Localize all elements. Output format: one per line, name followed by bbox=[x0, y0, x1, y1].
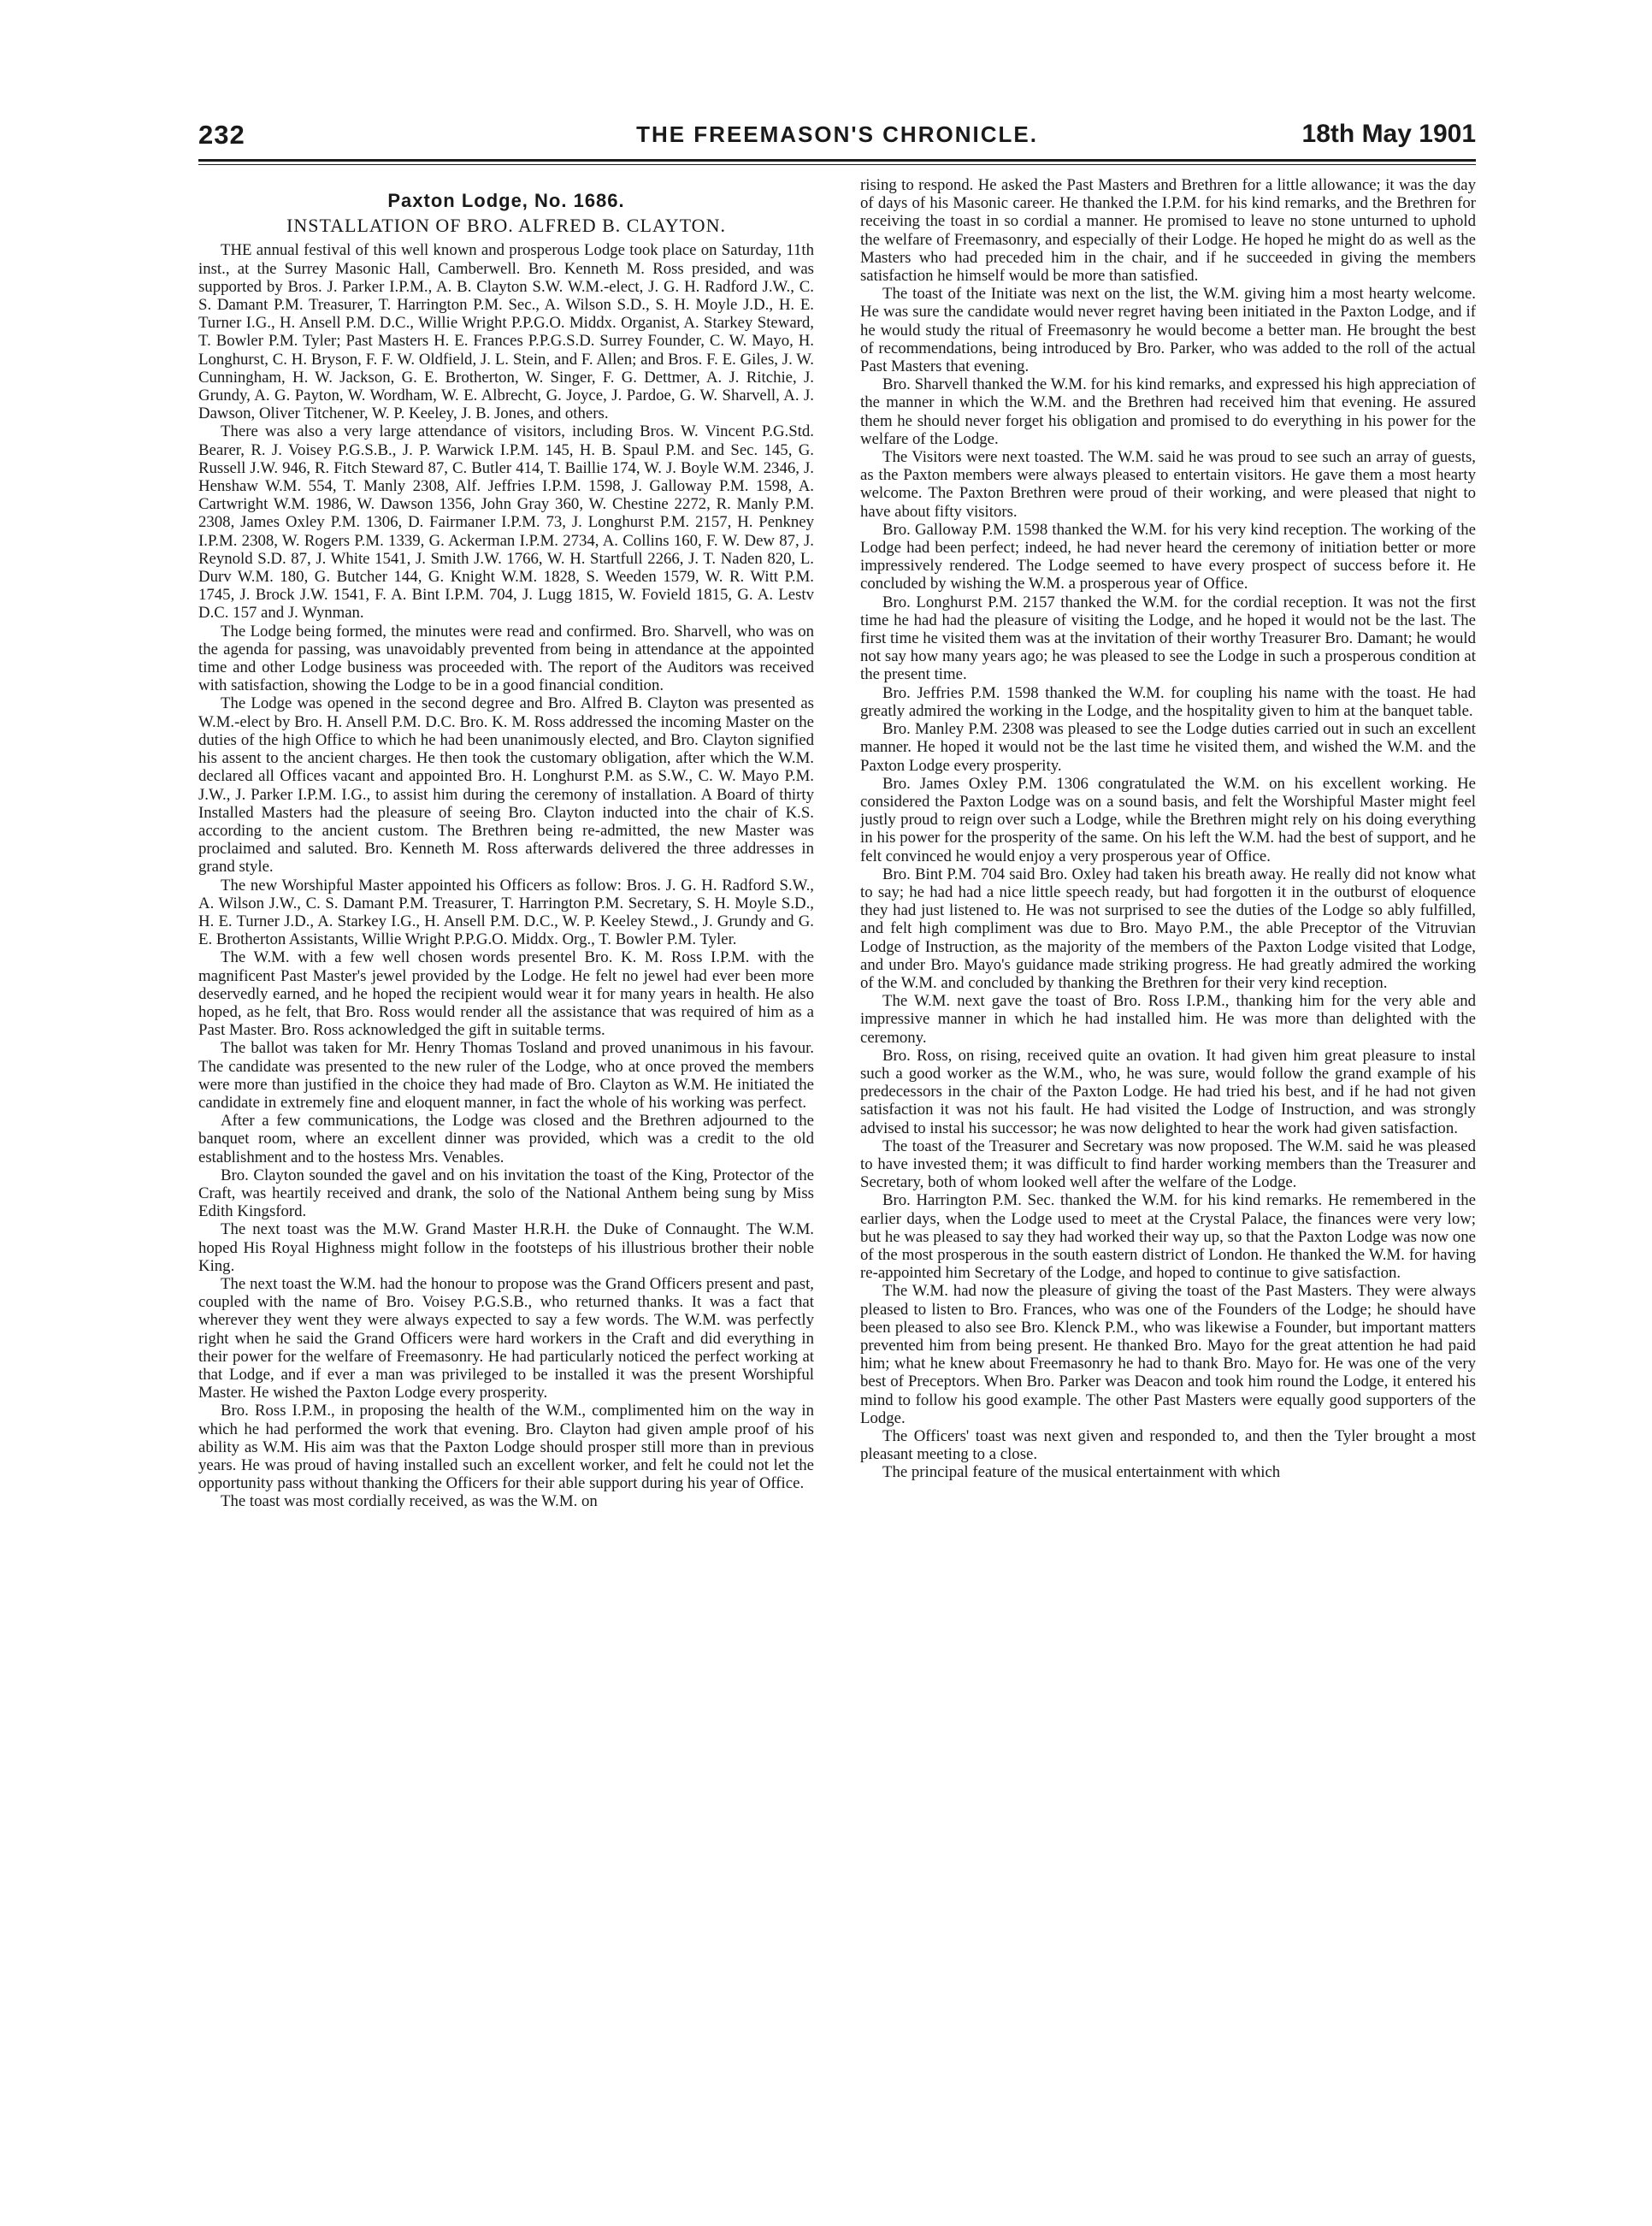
article-paragraph: The Lodge being formed, the minutes were read and confirmed. Bro. Sharvell, who was on the agenda for passing, was unavoidably prevented from being in attendance at the appointed time and other Lodge business was proceeded with. The report of the Auditors was received with satisfaction, showing the Lodge to be in a good financial condition. bbox=[198, 622, 814, 695]
article-paragraph: rising to respond. He asked the Past Masters and Brethren for a little allowance; it was the day of days of his Masonic career. He thanked the I.P.M. for his kind remarks, and the Brethren for receiving the toast in so cordial a manner. He promised to leave no stone unturned to uphold the welfare of Freemasonry, and especially of their Lodge. He hoped he might do as well as the Masters who had preceded him in the chair, and if he succeeded in giving the members satisfaction he himself would be more than satisfied. bbox=[860, 176, 1476, 286]
article-paragraph: The W.M. with a few well chosen words presentel Bro. K. M. Ross I.P.M. with the magnificent Past Master's jewel provided by the Lodge. He felt no jewel had ever been more deservedly earned, and he hoped the recipient would wear it for many years in health. He also hoped, as he felt, that Bro. Ross would render all the assistance that was required of him as a Past Master. Bro. Ross acknowledged the gift in suitable terms. bbox=[198, 948, 814, 1040]
article-title: Paxton Lodge, No. 1686. bbox=[387, 190, 625, 211]
right-column bbox=[860, 176, 1476, 2177]
article-paragraph: Bro. Ross I.P.M., in proposing the health of the W.M., complimented him on the way in which he had performed the work that evening. Bro. Clayton had given ample proof of his ability as W.M. His aim was that the Paxton Lodge should prosper still more than in previous years. He was proud of having installed such an excellent worker, and felt he could not let the opportunity pass without thanking the Officers for their able support during his year of Office. bbox=[198, 1402, 814, 1493]
article-paragraph: After a few communications, the Lodge was closed and the Brethren adjourned to the banquet room, where an excellent dinner was provided, which was a credit to the old establishment and to the hostess Mrs. Venables. bbox=[198, 1112, 814, 1166]
article-subtitle: INSTALLATION OF BRO. ALFRED B. CLAYTON. bbox=[286, 215, 726, 237]
lead-paragraph bbox=[198, 241, 814, 422]
article-paragraph: The Visitors were next toasted. The W.M. said he was proud to see such an array of guests, as the Paxton members were always pleased to entertain visitors. He gave them a most hearty welcome. The Paxton Brethren were proud of their working, and were pleased that night to have about fifty visitors. bbox=[860, 448, 1476, 521]
article-paragraph: Bro. Galloway P.M. 1598 thanked the W.M. for his very kind reception. The working of the Lodge had been perfect; indeed, he had never heard the ceremony of initiation better or more impressively rendered. The Lodge seemed to have every prospect of success before it. He concluded by wishing the W.M. a prosperous year of Office. bbox=[860, 520, 1476, 593]
article-paragraph: There was also a very large attendance of visitors, including Bros. W. Vincent P.G.Std. Bearer, R. J. Voisey P.G.S.B., J. P. Warwick I.P.M. 145, H. B. Spaul P.M. and Sec. 145, G. Russell J.W. 946, R. Fitch Steward 87, C. Butler 414, T. Baillie 174, W. J. Boyle W.M. 2346, J. Henshaw W.M. 554, T. Manly 2308, Alf. Jeffries I.P.M. 1598, J. Galloway P.M. 1598, A. Cartwright W.M. 1986, W. Dawson 1356, John Gray 360, W. Chestine 2272, R. Manly P.M. 2308, James Oxley P.M. 1306, D. Fairmaner I.P.M. 73, J. Longhurst P.M. 2157, H. Penkney I.P.M. 2308, W. Rogers P.M. 1339, G. Ackerman I.P.M. 2734, A. Collins 160, F. W. Dew 87, J. Reynold S.D. 87, J. White 1541, J. Smith J.W. 1766, W. H. Startfull 2266, J. T. Naden 820, L. Durv W.M. 180, G. Butcher 144, G. Knight W.M. 1828, S. Weeden 1579, W. R. Witt P.M. 1745, J. Brock J.W. 1541, F. A. Bint I.P.M. 704, J. Lugg 1815, W. Fovield 1815, G. A. Lestv D.C. 157 and J. Wynman. bbox=[198, 422, 814, 623]
article-paragraph: The new Worshipful Master appointed his Officers as follow: Bros. J. G. H. Radford S.W., A. Wilson J.W., C. S. Damant P.M. Treasurer, T. Harrington P.M. Secretary, S. H. Moyle S.D., H. E. Turner J.D., A. Starkey I.G., H. Ansell P.M. D.C., W. P. Keeley Stewd., J. Grundy and G. E. Brotherton Assistants, Willie Wright P.P.G.O. Middx. Org., T. Bowler P.M. Tyler. bbox=[198, 876, 814, 949]
article-paragraph: The next toast the W.M. had the honour to propose was the Grand Officers present and past, coupled with the name of Bro. Voisey P.G.S.B., who returned thanks. It was a fact that wherever they went they were always expected to say a few words. The W.M. was perfectly right when he said the Grand Officers were hard workers in the Craft and did everything in their power for the welfare of Freemasonry. He had particularly noticed the perfect working at that Lodge, and if ever a man was privileged to be installed it was the present Worshipful Master. He wished the Paxton Lodge every prosperity. bbox=[198, 1274, 814, 1402]
page-number: 232 bbox=[198, 120, 245, 150]
article-paragraph: The Lodge was opened in the second degree and Bro. Alfred B. Clayton was presented as W.M.-elect by Bro. H. Ansell P.M. D.C. Bro. K. M. Ross addressed the incoming Master on the duties of the high Office to which he had been unanimously elected, and Bro. Clayton signified his assent to the ancient charges. He then took the customary obligation, after which the W.M. declared all Offices vacant and appointed Bro. H. Longhurst P.M. as S.W., C. W. Mayo P.M. J.W., J. Parker I.P.M. I.G., to assist him during the ceremony of installation. A Board of thirty Installed Masters had the pleasure of seeing Bro. Clayton inducted into the chair of K.S. according to the ancient custom. The Brethren being re-admitted, the new Master was proclaimed and saluted. Bro. Kenneth M. Ross afterwards delivered the three addresses in grand style. bbox=[198, 694, 814, 877]
header-rule-thick bbox=[198, 159, 1476, 162]
article-paragraph: Bro. James Oxley P.M. 1306 congratulated the W.M. on his excellent working. He considered the Paxton Lodge was on a sound basis, and felt the Worshipful Master might feel justly proud to reign over such a Lodge, while the Brethren might rely on his doing everything in his power for the prosperity of the same. On his left the W.M. had the best of support, and he felt convinced he would enjoy a very prosperous year of Office. bbox=[860, 774, 1476, 865]
lead-word: THE bbox=[221, 241, 252, 260]
article-paragraph: Bro. Longhurst P.M. 2157 thanked the W.M. for the cordial reception. It was not the first time he had had the pleasure of visiting the Lodge, and he hoped it would not be the last. The first time he visited them was at the invitation of their worthy Treasurer Bro. Damant; he would not say how many years ago; he was pleased to see the Lodge in such a prosperous condition at the present time. bbox=[860, 593, 1476, 684]
article-paragraph: Bro. Ross, on rising, received quite an ovation. It had given him great pleasure to instal such a good worker as the W.M., who, he was sure, would follow the grand example of his predecessors in the chair of the Paxton Lodge. He had tried his best, and if he had not given satisfaction it was not his fault. He had visited the Lodge of Instruction, and was strongly advised to instal his successor; he was now delighted to hear the work had given satisfaction. bbox=[860, 1046, 1476, 1137]
article-paragraph: The Officers' toast was next given and responded to, and then the Tyler brought a most pleasant meeting to a close. bbox=[860, 1427, 1476, 1464]
masthead-title: THE FREEMASON'S CHRONICLE. bbox=[636, 121, 1038, 147]
article-paragraph: Bro. Manley P.M. 2308 was pleased to see the Lodge duties carried out in such an excellent manner. He hoped it would not be the last time he visited them, and wished the W.M. and the Paxton Lodge every prosperity. bbox=[860, 720, 1476, 775]
issue-date: 18th May 1901 bbox=[1301, 120, 1476, 148]
article-paragraph: Bro. Sharvell thanked the W.M. for his kind remarks, and expressed his high appreciation of the manner in which the W.M. and the Brethren had received him that evening. He assured them he should never forget his obligation and promised to do everything in his power for the welfare of the Lodge. bbox=[860, 375, 1476, 448]
article-paragraph: The toast was most cordially received, as was the W.M. on bbox=[221, 1492, 598, 1511]
header-rule-thin bbox=[198, 164, 1476, 165]
page-header bbox=[198, 120, 1476, 157]
article-paragraph: Bro. Harrington P.M. Sec. thanked the W.M. for his kind remarks. He remembered in the earlier days, when the Lodge used to meet at the Crystal Palace, the finances were very low; but he was pleased to say they had worked their way up, so that the Paxton Lodge was now one of the most prosperous in the south eastern district of London. He thanked the W.M. for having re-appointed him Secretary of the Lodge, and hoped to continue to give satisfaction. bbox=[860, 1191, 1476, 1283]
article-paragraph: Bro. Jeffries P.M. 1598 thanked the W.M. for coupling his name with the toast. He had greatly admired the working in the Lodge, and the hospitality given to him at the banquet table. bbox=[860, 683, 1476, 720]
article-paragraph: The principal feature of the musical entertainment with which bbox=[882, 1463, 1281, 1482]
article-paragraph: The W.M. had now the pleasure of giving the toast of the Past Masters. They were always pleased to listen to Bro. Frances, who was one of the Founders of the Lodge; he should have been pleased to also see Bro. Klenck P.M., who was likewise a Founder, but important matters prevented him from being present. He thanked Bro. Mayo for the great attention he had paid him; what he knew about Freemasonry he had to thank Bro. Mayo for. He was one of the very best of Preceptors. When Bro. Parker was Deacon and took him round the Lodge, it entered his mind to follow his good example. The other Past Masters were equally good supporters of the Lodge. bbox=[860, 1282, 1476, 1427]
article-paragraph: The W.M. next gave the toast of Bro. Ross I.P.M., thanking him for the very able and impressive manner in which he had installed him. He was more than delighted with the ceremony. bbox=[860, 992, 1476, 1047]
article-paragraph: The toast of the Treasurer and Secretary was now proposed. The W.M. said he was pleased to have invested them; it was difficult to find harder working members than the Treasurer and Secretary, both of whom looked well after the welfare of the Lodge. bbox=[860, 1137, 1476, 1192]
lead-text: annual festival of this well known and prosperous Lodge took place on Saturday, 11th inst., at the Surrey Masonic Hall, Camberwell. Bro. Kenneth M. Ross presided, and was supported by Bros. J. Parker I.P.M., A. B. Clayton S.W. W.M.-elect, J. G. H. Radford J.W., C. S. Damant P.M. Treasurer, T. Harrington P.M. Sec., A. Wilson S.D., S. H. Moyle J.D., H. E. Turner I.G., H. Ansell P.M. D.C., Willie Wright P.P.G.O. Middx. Organist, A. Starkey Steward, T. Bowler P.M. Tyler; Past Masters H. E. Frances P.P.G.S.D. Surrey Founder, C. W. Mayo, H. Longhurst, C. H. Bryson, F. F. W. Oldfield, J. L. Stein, and F. Allen; and Bros. F. E. Giles, J. W. Cunningham, H. W. Jackson, G. E. Brotherton, W. Singer, F. G. Dettmer, A. J. Ritchie, J. Grundy, A. G. Payton, W. Wordham, W. E. Albrecht, G. Joyce, J. Pardoe, G. W. Sharvell, A. J. Dawson, Oliver Titchener, W. P. Keeley, J. B. Jones, and others. bbox=[198, 241, 814, 423]
article-paragraph: Bro. Bint P.M. 704 said Bro. Oxley had taken his breath away. He really did not know what to say; he had had a nice little speech ready, but had forgotten it in the outburst of eloquence they had just listened to. He was not surprised to see the duties of the Lodge so ably fulfilled, and felt high compliment was due to Bro. Mayo P.M., the able Preceptor of the Vitruvian Lodge of Instruction, as the majority of the members of the Paxton Lodge visited that Lodge, and under Bro. Mayo's guidance made striking progress. He had greatly admired the working of the W.M. and concluded by thanking the Brethren for their very kind reception. bbox=[860, 865, 1476, 992]
article-paragraph: The toast of the Initiate was next on the list, the W.M. giving him a most hearty welcome. He was sure the candidate would never regret having been initiated in the Paxton Lodge, and if he would study the ritual of Freemasonry he would become a better man. He brought the best of recommendations, being introduced by Bro. Parker, who was added to the roll of the actual Past Masters that evening. bbox=[860, 285, 1476, 376]
article-paragraph: The next toast was the M.W. Grand Master H.R.H. the Duke of Connaught. The W.M. hoped His Royal Highness might follow in the footsteps of his illustrious brother their noble King. bbox=[198, 1220, 814, 1275]
article-paragraph: The ballot was taken for Mr. Henry Thomas Tosland and proved unanimous in his favour. The candidate was presented to the new ruler of the Lodge, who at once proved the members were more than justified in the choice they had made of Bro. Clayton as W.M. He initiated the candidate in extremely fine and eloquent manner, in fact the whole of his working was perfect. bbox=[198, 1039, 814, 1112]
left-column bbox=[198, 176, 814, 2177]
article-paragraph: Bro. Clayton sounded the gavel and on his invitation the toast of the King, Protector of the Craft, was heartily received and drank, the solo of the National Anthem being sung by Miss Edith Kingsford. bbox=[198, 1166, 814, 1221]
